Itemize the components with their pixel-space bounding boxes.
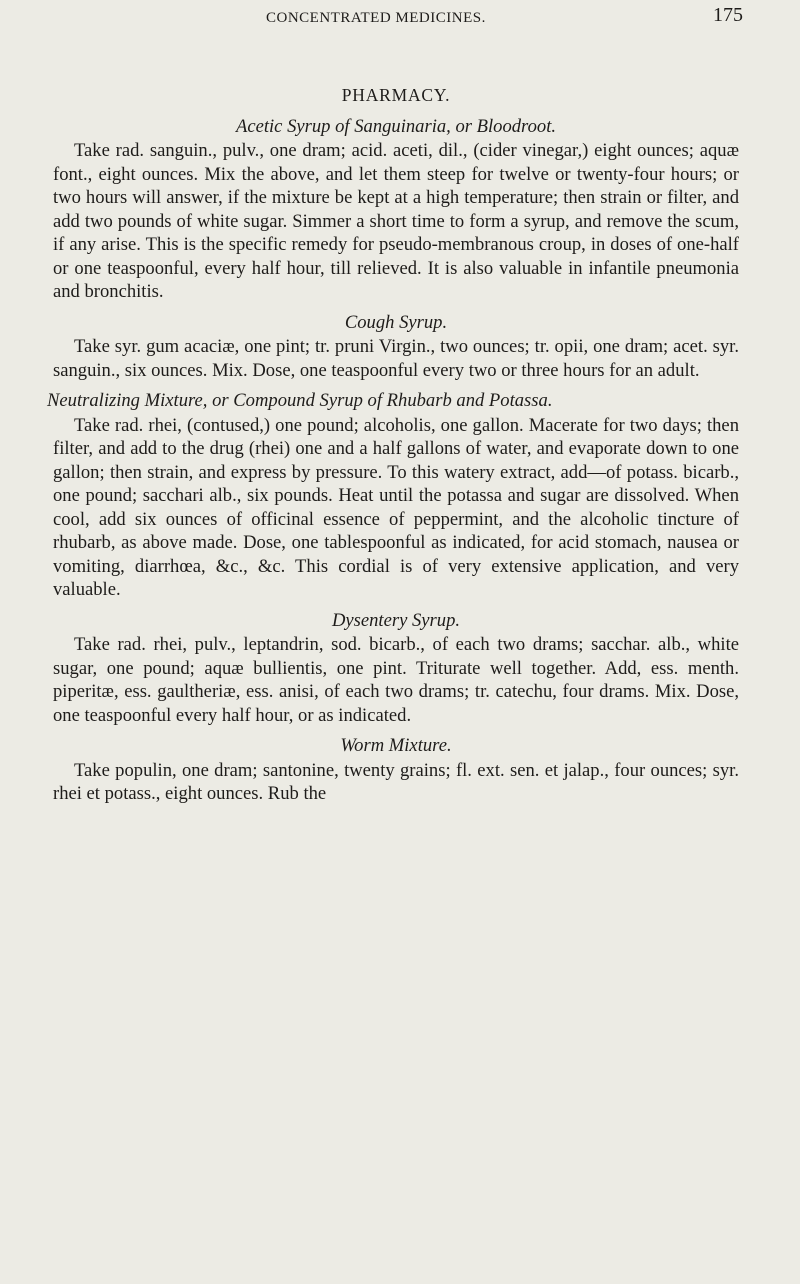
recipe-text: Take populin, one dram; santonine, twenty grains; fl. ext. sen. et jalap., four ounces; syr. rhei et potass., eight ounces. Rub the xyxy=(53,759,739,804)
recipe-title: Acetic Syrup of Sanguinaria, or Bloodroot. xyxy=(235,115,557,137)
recipe-title: Cough Syrup. xyxy=(344,311,448,333)
running-title: CONCENTRATED MEDICINES. xyxy=(266,10,486,26)
recipe-dysentery-syrup xyxy=(53,609,739,728)
recipe-worm-mixture xyxy=(53,734,739,806)
recipe-acetic-syrup xyxy=(53,115,739,304)
recipe-neutralizing-mixture xyxy=(47,389,739,602)
recipe-text: Take rad. rhei, (contused,) one pound; alcoholis, one gallon. Macerate for two days; then filter, and add to the drug (rhei) one and a half gallons of water, and evaporate down to one gallon; then strain, and express by pressure. To this watery extract, add—of potass. bicarb., one pound; sacchari alb., six pounds. Heat until the potassa and sugar are dissolved. When cool, add six ounces of officinal essence of peppermint, and the alcoholic tincture of rhubarb, as above made. Dose, one tablespoonful as indicated, for acid stomach, nausea or vomiting, diarrhœa, &c., &c. This cordial is of very extensive application, and very valuable. xyxy=(53,414,739,600)
section-title: PHARMACY. xyxy=(341,85,451,105)
recipe-title: Worm Mixture. xyxy=(340,735,452,756)
recipe-cough-syrup xyxy=(53,311,739,383)
page-body xyxy=(47,84,739,806)
page-number: 175 xyxy=(713,4,743,26)
recipe-title: Neutralizing Mixture, or Compound Syrup of Rhubarb and Potassa. xyxy=(47,390,553,411)
recipe-title: Dysentery Syrup. xyxy=(331,609,461,631)
recipe-text: Take rad. sanguin., pulv., one dram; acid. aceti, dil., (cider vinegar,) eight ounces; aquæ font., eight ounces. Mix the above, and let them steep for twelve or twenty-four hours; or two hours will answer, if the mixture be kept at a high temperature; then strain or filter, and add two pounds of white sugar. Simmer a short time to form a syrup, and remove the scum, if any arise. This is the specific remedy for pseudo-membranous croup, in doses of one-half or one teaspoonful, every half hour, till relieved. It is also valuable in infantile pneumonia and bronchitis. xyxy=(53,140,739,302)
recipe-text: Take rad. rhei, pulv., leptandrin, sod. bicarb., of each two drams; sacchar. alb., white sugar, one pound; aquæ bullientis, one pint. Triturate well together. Add, ess. menth. piperitæ, ess. gaultheriæ, ess. anisi, of each two drams; tr. catechu, four drams. Mix. Dose, one teaspoonful every half hour, or as indicated. xyxy=(53,634,739,726)
recipe-text: Take syr. gum acaciæ, one pint; tr. pruni Virgin., two ounces; tr. opii, one dram; acet. syr. sanguin., six ounces. Mix. Dose, one teaspoonful every two or three hours for an adult. xyxy=(53,336,739,381)
